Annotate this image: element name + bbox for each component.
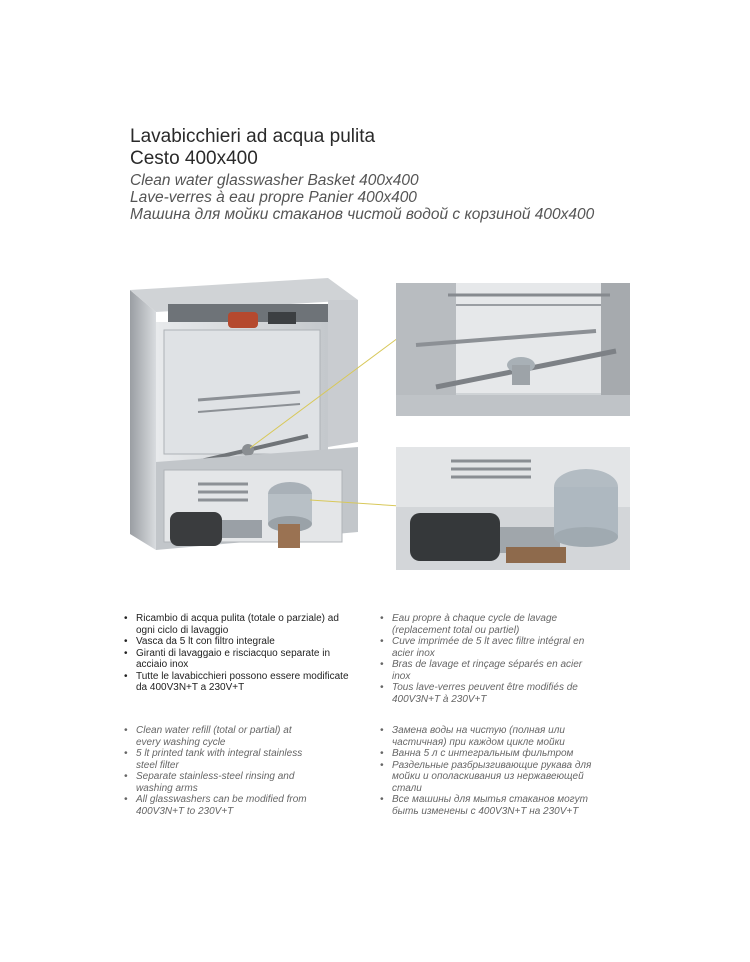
callout-lines: [250, 330, 410, 520]
title-english: Clean water glasswasher Basket 400x400: [130, 172, 419, 189]
list-item: • Vasca da 5 lt con filtro integrale: [124, 636, 275, 647]
features-russian: [380, 725, 596, 817]
list-item: • Cuve imprimée de 5 lt avec filtre intégral en acier inox: [380, 636, 585, 659]
features-english: [124, 725, 314, 817]
title-french: Lave-verres à eau propre Panier 400x400: [130, 189, 417, 206]
list-item: • Tous lave-verres peuvent être modifiés de 400V3N+T à 230V+T: [380, 682, 578, 705]
tank-filter-detail-image: [396, 447, 630, 570]
list-item: • Clean water refill (total or partial) at every washing cycle: [124, 725, 292, 748]
list-item: • Замена воды на чистую (полная или частичная) при каждом цикле мойки: [380, 725, 565, 748]
list-item: • 5 lt printed tank with integral stainless steel filter: [124, 748, 303, 771]
list-item: • Giranti di lavaggaio e risciacquo separate in acciaio inox: [124, 647, 330, 670]
spray-arm-detail-image: [396, 283, 630, 416]
list-item: • Все машины для мытья стаканов могут быть изменены с 400V3N+T на 230V+T: [380, 794, 588, 817]
list-item: • Tutte le lavabicchieri possono essere modificate da 400V3N+T a 230V+T: [124, 670, 349, 693]
features-french: [380, 613, 590, 705]
page-title: Lavabicchieri ad acqua pulita: [130, 126, 376, 147]
list-item: • All glasswashers can be modified from 400V3N+T to 230V+T: [124, 794, 307, 817]
title-block: [130, 126, 594, 223]
list-item: • Ricambio di acqua pulita (totale o parziale) ad ogni ciclo di lavaggio: [124, 613, 339, 636]
list-item: • Eau propre à chaque cycle de lavage (replacement total ou partiel): [380, 613, 558, 636]
list-item: • Ванна 5 л с интегральным фильтром: [380, 748, 574, 759]
title-russian: Машина для мойки стаканов чистой водой с корзиной 400x400: [130, 206, 595, 223]
list-item: • Bras de lavage et rinçage séparés en acier inox: [380, 659, 583, 682]
page-subtitle: Cesto 400x400: [130, 148, 258, 169]
list-item: • Раздельные разбрызгивающие рукава для мойки и ополаскивания из нержавеющей стали: [380, 759, 592, 794]
list-item: • Separate stainless-steel rinsing and washing arms: [124, 771, 295, 794]
features-italian: [124, 613, 350, 694]
